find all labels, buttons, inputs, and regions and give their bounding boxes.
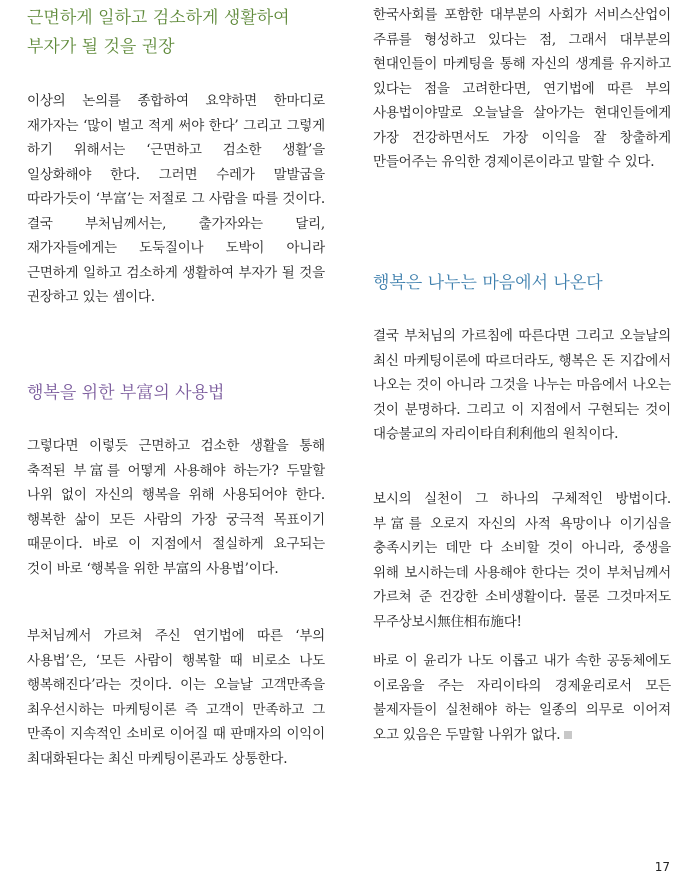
- paragraph-service-industry: 한국사회를 포함한 대부분의 사회가 서비스산업이 주류를 형성하고 있다는 점, 그래서 대부분의 현대인들이 마케팅을 통해 자신의 생계를 유지하고 있다는 점을 고려한다면, 연기법에 따른 부의 사용법이야말로 오늘날을 살아가는 현대인들에게 가장 건강하면서도 가장 이익을 잘 창출하게 만들어주는 유익한 경제이론이라고 말할 수 있다.: [373, 7, 671, 170]
- heading-diligence-line2: 부자가 될 것을 권장: [27, 37, 175, 57]
- page-number: 17: [654, 860, 670, 874]
- heading-sharing-mind: 행복은 나누는 마음에서 나온다: [373, 273, 603, 293]
- heading-diligence-line1: 근면하게 일하고 검소하게 생활하여: [27, 8, 290, 28]
- paragraph-giving-practice: 보시의 실천이 그 하나의 구체적인 방법이다. 부富를 오로지 자신의 사적 욕망이나 이기심을 충족시키는 데만 다 소비할 것이 아니라, 중생을 위해 보시하는데 사용해야 한다는 것이 부처님께서 가르쳐 준 건강한 소비생활이다. 물론 그것마저도 무주상보시無住相布施다!: [373, 491, 671, 630]
- paragraph-happiness-sharing: 결국 부처님의 가르침에 따른다면 그리고 오늘날의 최신 마케팅이론에 따르더라도, 행복은 돈 지갑에서 나오는 것이 아니라 그것을 나누는 마음에서 나오는 것이 분명하다. 그리고 이 지점에서 구현되는 것이 대승불교의 자리이타自利利他의 원칙이다.: [373, 328, 671, 442]
- heading-diligence: [27, 4, 325, 62]
- paragraph-ethics-text: 바로 이 윤리가 나도 이롭고 내가 속한 공동체에도 이로움을 주는 자리이타의 경제윤리로서 모든 불제자들이 실천해야 하는 일종의 의무로 이어져 오고 있음은 두말할 나위가 없다.: [373, 653, 671, 743]
- heading-wealth-usage: 행복을 위한 부富의 사용법: [27, 383, 225, 403]
- paragraph-ethics: [373, 649, 671, 747]
- end-mark-icon: [564, 731, 572, 739]
- paragraph-summary: 이상의 논의를 종합하여 요약하면 한마디로 재가자는 ‘많이 벌고 적게 써야 한다’ 그리고 그렇게 하기 위해서는 ‘근면하고 검소한 생활’을 일상화해야 한다. 그러면 수레가 말발굽을 따라가듯이 ‘부富’는 저절로 그 사람을 따를 것이다. 결국 부처님께서는, 출가자와는 달리, 재가자들에게는 도둑질이나 도박이 아니라 근면하게 일하고 검소하게 생활하여 부자가 될 것을 권장하고 있는 셈이다.: [27, 93, 325, 305]
- paragraph-wealth-usage: 그렇다면 이렇듯 근면하고 검소한 생활을 통해 축적된 부富를 어떻게 사용해야 하는가? 두말할 나위 없이 자신의 행복을 위해 사용되어야 한다. 행복한 삶이 모든 사람의 가장 궁극적 목표이기 때문이다. 바로 이 지점에서 절실하게 요구되는 것이 바로 ‘행복을 위한 부富의 사용법’이다.: [27, 438, 325, 577]
- paragraph-dependent-origination: 부처님께서 가르쳐 주신 연기법에 따른 ‘부의 사용법’은, ‘모든 사람이 행복할 때 비로소 나도 행복해진다’라는 것이다. 이는 오늘날 고객만족을 최우선시하는 마케팅이론 즉 고객이 만족하고 그 만족이 지속적인 소비로 이어질 때 판매자의 이익이 최대화된다는 최신 마케팅이론과도 상통한다.: [27, 628, 325, 767]
